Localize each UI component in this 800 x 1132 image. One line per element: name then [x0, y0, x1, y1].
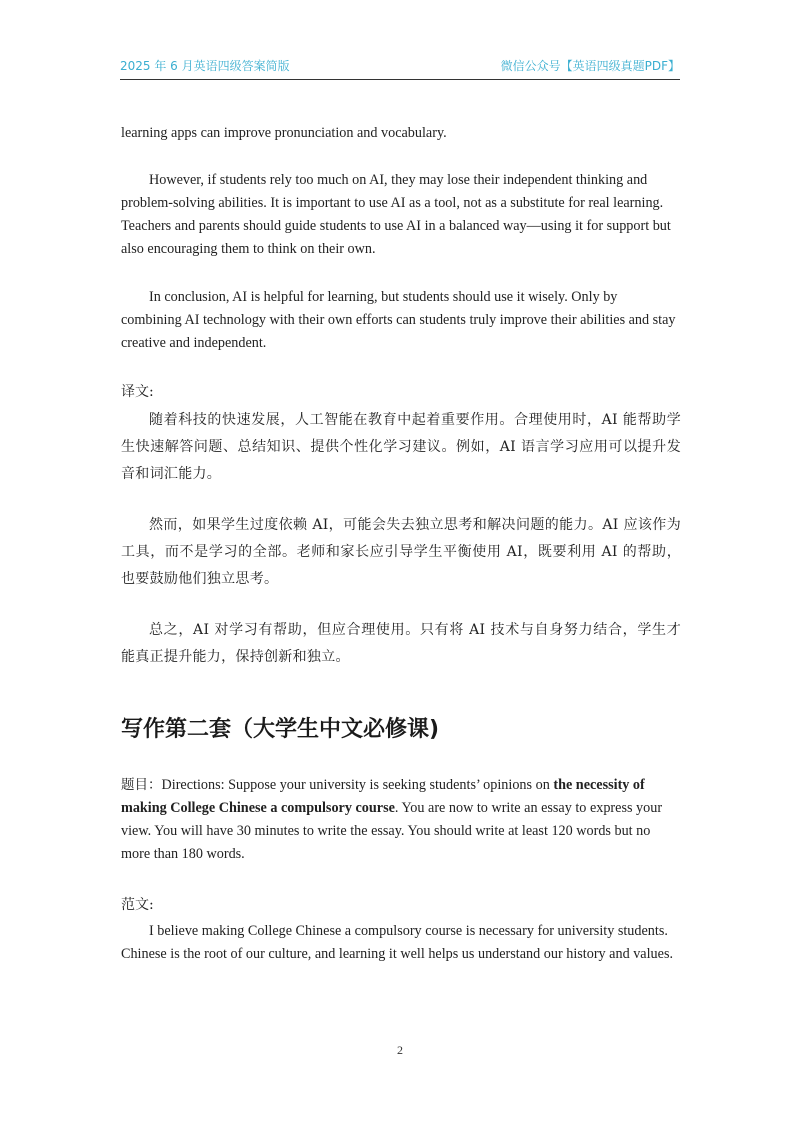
prompt-text-after: . You are now to write an essay to express your view. You will have 30 minutes to write the essay. You should write at least 120 words but no more than 180 words.	[121, 800, 663, 862]
prompt-text-before: Directions: Suppose your university is seeking students’ opinions on	[161, 777, 554, 793]
translation-paragraph-3: 总之，AI 对学习有帮助，但应合理使用。只有将 AI 技术与自身努力结合，学生才能真正提升能力，保持创新和独立。	[121, 622, 681, 665]
translation-paragraph-2: 然而，如果学生过度依赖 AI，可能会失去独立思考和解决问题的能力。AI 应该作为工具，而不是学习的全部。老师和家长应引导学生平衡使用 AI，既要利用 AI 的帮助，也要鼓励他们独立思考。	[121, 517, 681, 587]
prompt-topic-bold: the necessity of making College Chinese a compulsory course	[121, 777, 645, 816]
page-number: 2	[397, 1043, 403, 1057]
page-header	[120, 57, 680, 80]
prompt-label: 题目：	[121, 777, 162, 793]
sample-essay-label: 范文:	[121, 897, 154, 913]
section2-prompt	[121, 774, 681, 866]
translation-label: 译文:	[121, 384, 154, 400]
page-content	[121, 122, 681, 966]
sample-essay-paragraph-1: I believe making College Chinese a compulsory course is necessary for university students. Chinese is the root of our culture, and learning it well helps us understand our history and values.	[121, 923, 674, 962]
essay1-conclusion-paragraph: In conclusion, AI is helpful for learning, but students should use it wisely. Only by combining AI technology with their own efforts can students truly improve their abilities and stay creative and independent.	[121, 289, 676, 351]
translation-paragraph-1: 随着科技的快速发展，人工智能在教育中起着重要作用。合理使用时，AI 能帮助学生快速解答问题、总结知识、提供个性化学习建议。例如，AI 语言学习应用可以提升发音和词汇能力。	[121, 412, 681, 482]
header-wechat-account: 微信公众号【英语四级真题PDF】	[500, 59, 680, 73]
header-title: 2025 年 6 月英语四级答案简版	[120, 59, 290, 73]
section2-title: 写作第二套（大学生中文必修课)	[121, 717, 440, 742]
essay1-however-paragraph: However, if students rely too much on AI, they may lose their independent thinking and problem-solving abilities. It is important to use AI as a tool, not as a substitute for real learning. Teachers and parents should guide students to use AI in a balanced way—using it for support but also encouraging them to think on their own.	[121, 172, 671, 257]
essay1-continuation-paragraph: learning apps can improve pronunciation and vocabulary.	[121, 125, 447, 141]
